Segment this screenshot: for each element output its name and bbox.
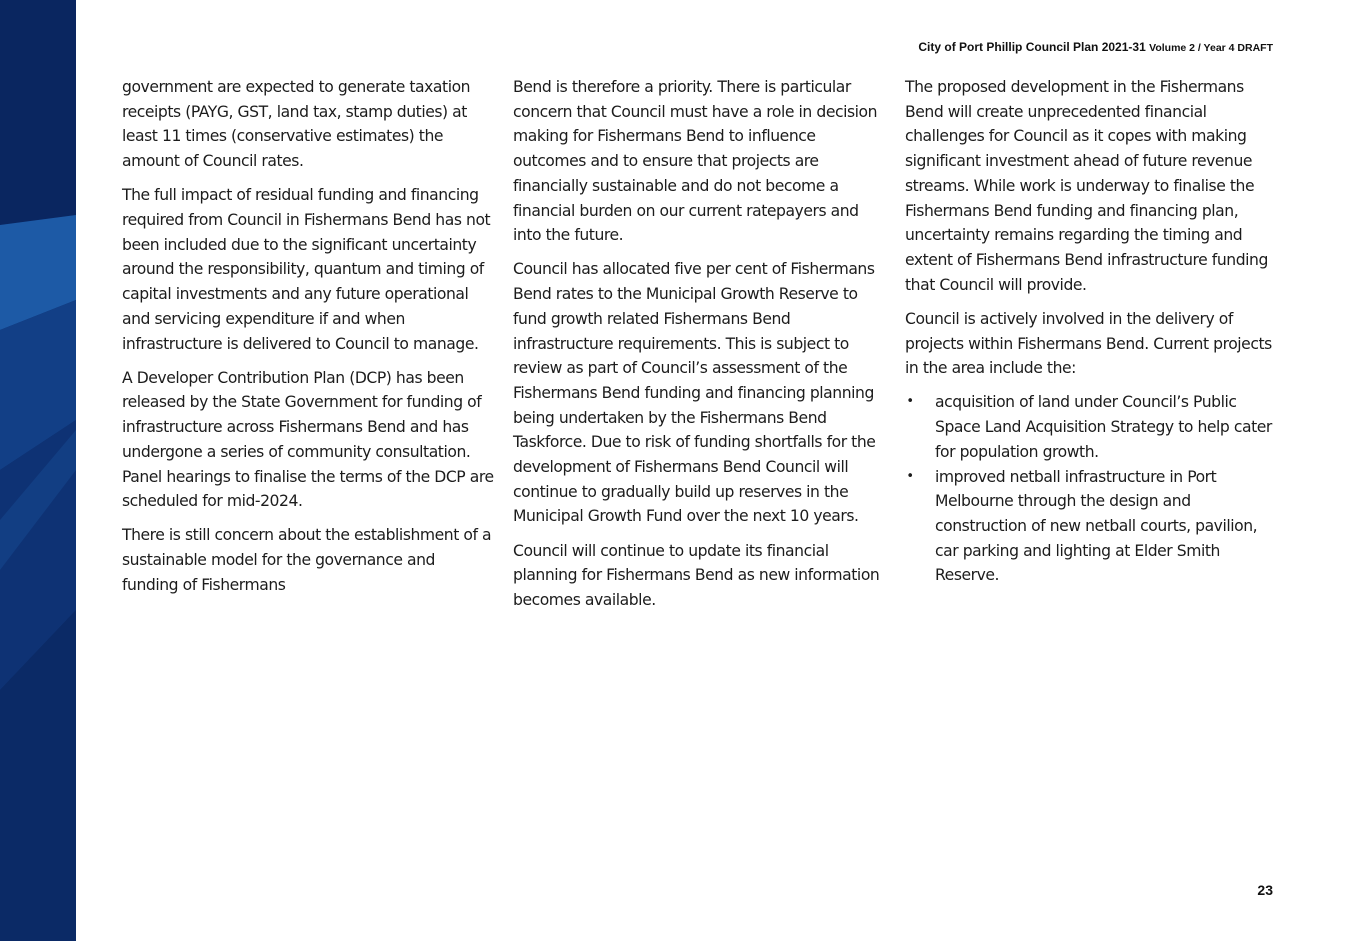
paragraph: A Developer Contribution Plan (DCP) has been released by the State Government for funding of infrastructure across Fishermans Bend and has undergone a series of community consultation. Panel hearings to finalise the terms of the DCP are scheduled for mid-2024. — [122, 368, 494, 511]
list-item — [905, 390, 1277, 464]
header-subtitle: Volume 2 / Year 4 DRAFT — [1149, 42, 1273, 54]
side-band-graphic — [0, 0, 76, 941]
paragraph: government are expected to generate taxation receipts (PAYG, GST, land tax, stamp duties) at least 11 times (conservative estimates) the amount of Council rates. — [122, 78, 471, 171]
project-list — [905, 390, 1277, 588]
text-column-1 — [122, 75, 494, 607]
decorative-side-band — [0, 0, 76, 941]
paragraph: There is still concern about the establishment of a sustainable model for the governance and funding of Fishermans — [122, 526, 492, 594]
page-number: 23 — [1257, 882, 1273, 898]
paragraph: Council is actively involved in the delivery of projects within Fishermans Bend. Current projects in the area include the: — [905, 309, 1272, 378]
document-header — [918, 40, 1273, 54]
list-item — [905, 465, 1277, 589]
paragraph: Bend is therefore a priority. There is particular concern that Council must have a role in decision making for Fishermans Bend to influence outcomes and to ensure that projects are financially sustainable and do not become a financial burden on our current ratepayers and into the future. — [513, 78, 878, 245]
list-item-text: acquisition of land under Council’s Public Space Land Acquisition Strategy to help cater for population growth. — [935, 393, 1272, 461]
paragraph: Council has allocated five per cent of Fishermans Bend rates to the Municipal Growth Reserve to fund growth related Fishermans Bend infrastructure requirements. This is subject to review as part of Council’s assessment of the Fishermans Bend funding and financing planning being undertaken by the Fishermans Bend Taskforce. Due to risk of funding shortfalls for the development of Fishermans Bend Council will continue to gradually build up reserves in the Municipal Growth Fund over the next 10 years. — [513, 260, 876, 526]
text-column-2 — [513, 75, 885, 622]
list-item-text: improved netball infrastructure in Port Melbourne through the design and construction of new netball courts, pavilion, car parking and lighting at Elder Smith Reserve. — [935, 467, 1258, 585]
bullet-icon: • — [906, 468, 914, 484]
paragraph: Council will continue to update its financial planning for Fishermans Bend as new information becomes available. — [513, 541, 880, 610]
header-title: City of Port Phillip Council Plan 2021-31 — [918, 40, 1146, 54]
bullet-icon: • — [906, 394, 914, 410]
paragraph: The full impact of residual funding and financing required from Council in Fishermans Bend has not been included due to the significant uncertainty around the responsibility, quantum and timing of capital investments and any future operational and servicing expenditure if and when infrastructure is delivered to Council to manage. — [122, 186, 491, 353]
text-column-3 — [905, 75, 1277, 588]
paragraph: The proposed development in the Fishermans Bend will create unprecedented financial challenges for Council as it copes with making significant investment ahead of future revenue streams. While work is underway to finalise the Fishermans Bend funding and financing plan, uncertainty remains regarding the timing and extent of Fishermans Bend infrastructure funding that Council will provide. — [905, 78, 1268, 294]
